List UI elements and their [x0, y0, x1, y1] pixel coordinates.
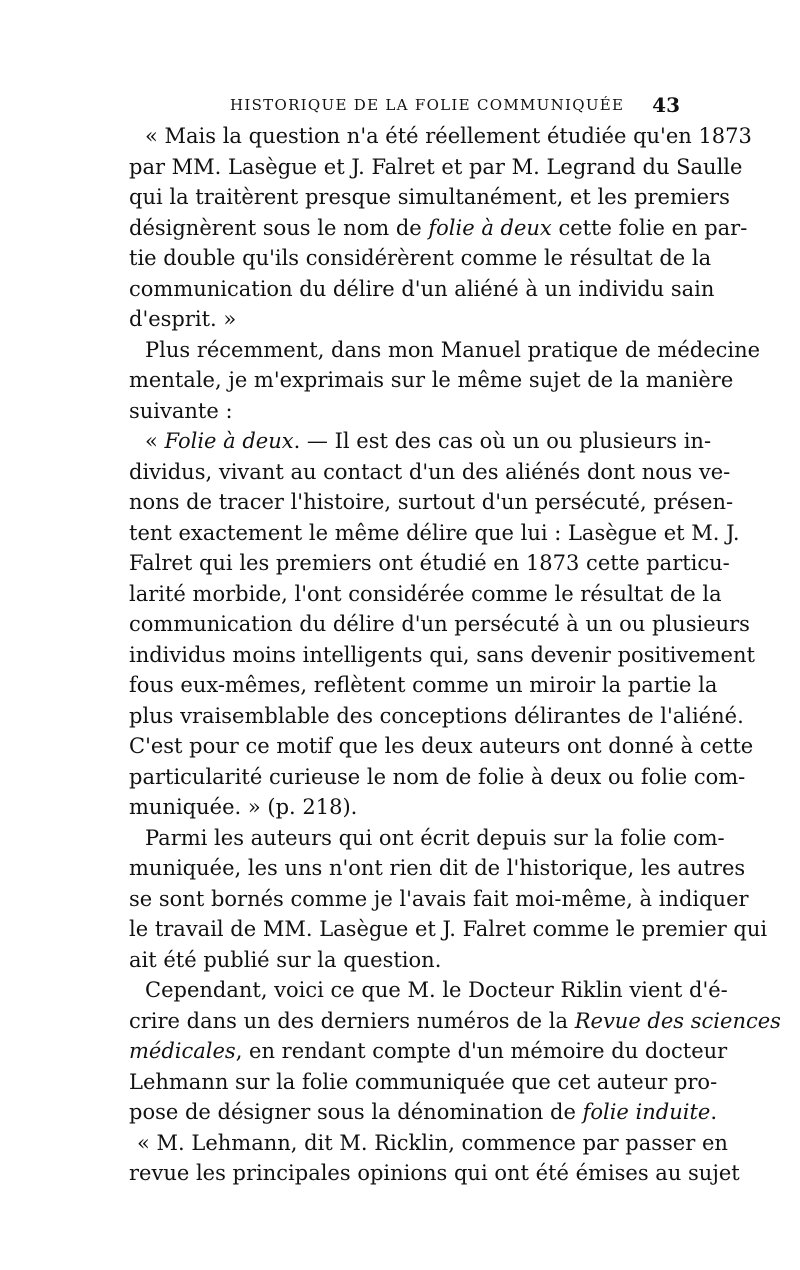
- text-run: crire dans un des derniers numéros de la: [129, 1008, 575, 1033]
- text-line: tent exactement le même délire que lui : Lasègue et M. J.: [129, 520, 740, 545]
- text-run: cette folie en par-: [551, 215, 748, 240]
- text-line: muniquée. » (p. 218).: [129, 795, 358, 819]
- text-line: C'est pour ce motif que les deux auteurs ont donné à cette: [129, 734, 754, 758]
- text-line: [129, 1097, 717, 1128]
- text-line: muniquée, les uns n'ont rien dit de l'historique, les autres: [129, 856, 746, 880]
- text-line: « M. Lehmann, dit M. Ricklin, commence par passer en: [137, 1130, 728, 1155]
- text-line: se sont bornés comme je l'avais fait moi-même, à indiquer: [129, 886, 749, 911]
- text-line: mentale, je m'exprimais sur le même sujet de la manière: [129, 368, 734, 392]
- text-line: Parmi les auteurs qui ont écrit depuis sur la folie com-: [145, 825, 725, 850]
- italic-term: folie induite: [582, 1100, 711, 1124]
- text-line: communication du délire d'un aliéné à un individu sain: [129, 276, 715, 301]
- text-run: , en rendant compte d'un mémoire du docteur: [235, 1039, 728, 1063]
- italic-term: folie à deux: [428, 215, 552, 240]
- text-line: [129, 1006, 781, 1037]
- text-run: . — Il est des cas où un ou plusieurs in-: [293, 429, 712, 453]
- text-line: d'esprit. »: [129, 307, 237, 331]
- italic-term: Folie à deux: [164, 429, 294, 453]
- text-line: par MM. Lasègue et J. Falret et par M. Legrand du Saulle: [129, 154, 743, 179]
- text-run: .: [710, 1100, 717, 1124]
- text-line: dividus, vivant au contact d'un des aliénés dont nous ve-: [129, 459, 731, 484]
- text-line: suivante :: [129, 398, 233, 423]
- text-line: tie double qu'ils considérèrent comme le résultat de la: [129, 246, 712, 270]
- running-head: [130, 93, 680, 122]
- text-line: fous eux-mêmes, reflètent comme un miroir la partie la: [129, 673, 718, 697]
- text-line: [129, 426, 712, 457]
- italic-term: médicales: [129, 1039, 236, 1063]
- text-run: pose de désigner sous la dénomination de: [129, 1100, 583, 1124]
- page-number: 43: [652, 93, 680, 117]
- text-run: «: [145, 429, 165, 453]
- text-line: « Mais la question n'a été réellement étudiée qu'en 1873: [145, 124, 752, 148]
- text-line: communication du délire d'un persécuté à un ou plusieurs: [129, 612, 750, 636]
- text-line: qui la traitèrent presque simultanément, et les premiers: [129, 185, 730, 209]
- text-line: le travail de MM. Lasègue et J. Falret comme le premier qui: [129, 917, 768, 941]
- text-line: Cependant, voici ce que M. le Docteur Riklin vient d'é-: [145, 978, 728, 1002]
- body-text: [129, 121, 781, 1189]
- text-line: particularité curieuse le nom de folie à deux ou folie com-: [129, 764, 746, 789]
- text-line: Falret qui les premiers ont étudié en 1873 cette particu-: [129, 551, 730, 575]
- text-line: larité morbide, l'ont considérée comme le résultat de la: [129, 581, 722, 606]
- text-line: [129, 213, 748, 244]
- text-run: désignèrent sous le nom de: [129, 215, 429, 240]
- italic-term: Revue des sciences: [574, 1008, 781, 1033]
- running-title: HISTORIQUE DE LA FOLIE COMMUNIQUÉE: [230, 96, 625, 114]
- text-line: Plus récemment, dans mon Manuel pratique de médecine: [145, 337, 761, 362]
- text-line: plus vraisemblable des conceptions délirantes de l'aliéné.: [129, 703, 744, 728]
- text-line: [129, 1036, 728, 1067]
- text-line: ait été publié sur la question.: [129, 947, 442, 972]
- text-line: revue les principales opinions qui ont été émises au sujet: [129, 1161, 740, 1185]
- text-line: individus moins intelligents qui, sans devenir positivement: [129, 642, 755, 667]
- text-line: Lehmann sur la folie communiquée que cet auteur pro-: [129, 1069, 718, 1094]
- text-line: nons de tracer l'histoire, surtout d'un persécuté, présen-: [129, 490, 734, 514]
